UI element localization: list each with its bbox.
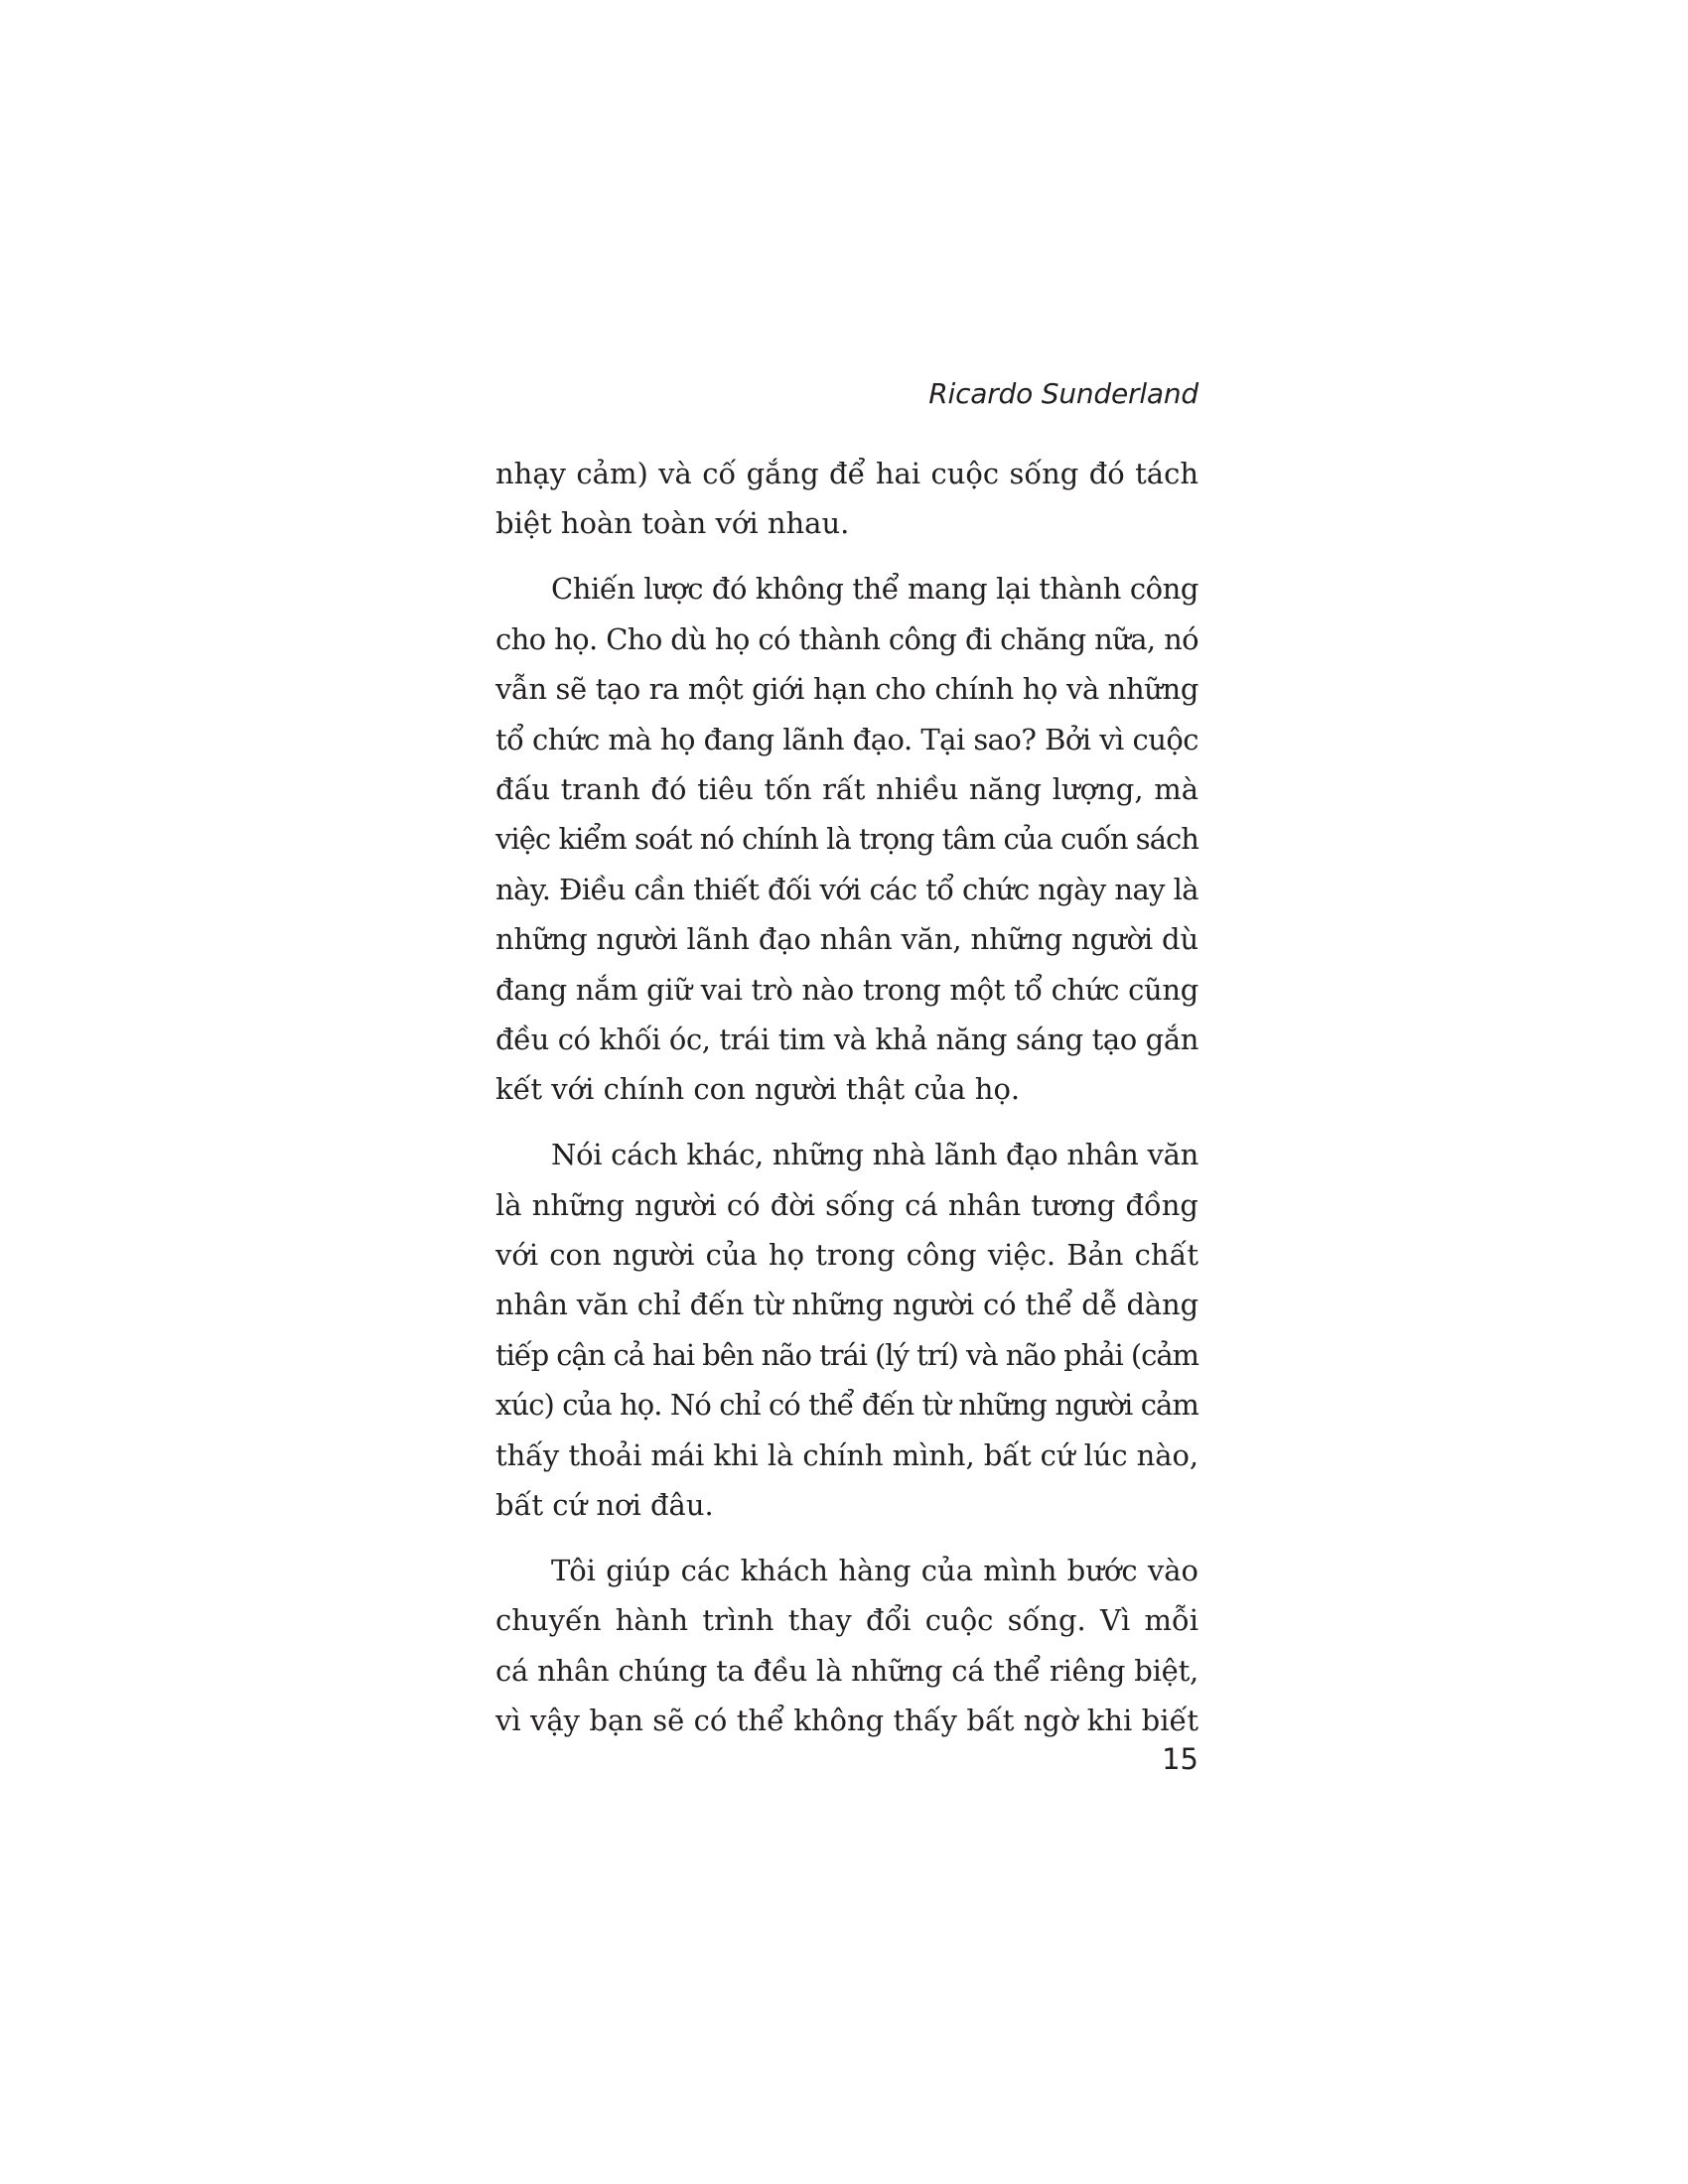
body-text: [495, 449, 1198, 1746]
text-line: xúc) của họ. Nó chỉ có thể đến từ những người cảm: [495, 1388, 1198, 1423]
text-line: đều có khối óc, trái tim và khả năng sáng tạo gắn: [495, 1022, 1198, 1056]
text-line: đang nắm giữ vai trò nào trong một tổ chức cũng: [495, 972, 1198, 1007]
text-line: Tôi giúp các khách hàng của mình bước vào: [551, 1553, 1198, 1587]
running-header-author: Ricardo Sunderland: [928, 377, 1198, 410]
text-line: Chiến lược đó không thể mang lại thành công: [551, 572, 1198, 607]
paragraph-3: [495, 1130, 1198, 1530]
text-line: vẫn sẽ tạo ra một giới hạn cho chính họ và những: [495, 672, 1198, 707]
text-line: với con người của họ trong công việc. Bản chất: [495, 1238, 1198, 1273]
paragraph-gap: [495, 1115, 1198, 1131]
text-line: nhân văn chỉ đến từ những người có thể dễ dàng: [495, 1288, 1199, 1322]
text-line: chuyến hành trình thay đổi cuộc sống. Vì mỗi: [495, 1603, 1198, 1638]
text-line: này. Điều cần thiết đối với các tổ chức ngày nay là: [495, 872, 1199, 906]
text-line: đấu tranh đó tiêu tốn rất nhiều năng lượng, mà: [495, 771, 1198, 806]
text-line: bất cứ nơi đâu.: [495, 1488, 714, 1522]
text-line: là những người có đời sống cá nhân tương đồng: [495, 1187, 1198, 1222]
text-line: vì vậy bạn sẽ có thể không thấy bất ngờ khi biết: [495, 1704, 1198, 1738]
text-line: biệt hoàn toàn với nhau.: [495, 506, 850, 541]
text-line: cho họ. Cho dù họ có thành công đi chăng nữa, nó: [495, 621, 1198, 656]
text-line: Nói cách khác, những nhà lãnh đạo nhân văn: [551, 1138, 1198, 1172]
text-line: những người lãnh đạo nhân văn, những người dù: [495, 922, 1198, 957]
paragraph-1: [495, 449, 1198, 549]
paragraph-4: [495, 1546, 1198, 1746]
text-line: nhạy cảm) và cố gắng để hai cuộc sống đó tách: [495, 457, 1198, 490]
text-line: tiếp cận cả hai bên não trái (lý trí) và não phải (cảm: [495, 1337, 1198, 1372]
paragraph-gap: [495, 1530, 1198, 1546]
text-line: tổ chức mà họ đang lãnh đạo. Tại sao? Bởi vì cuộc: [495, 722, 1198, 756]
paragraph-gap: [495, 549, 1198, 565]
text-line: cá nhân chúng ta đều là những cá thể riêng biệt,: [495, 1653, 1199, 1688]
text-line: thấy thoải mái khi là chính mình, bất cứ lúc nào,: [495, 1437, 1198, 1472]
paragraph-2: [495, 564, 1198, 1114]
page-number: 15: [1162, 1742, 1198, 1776]
text-line: kết với chính con người thật của họ.: [495, 1072, 1021, 1107]
text-line: việc kiểm soát nó chính là trọng tâm của cuốn sách: [495, 822, 1199, 857]
